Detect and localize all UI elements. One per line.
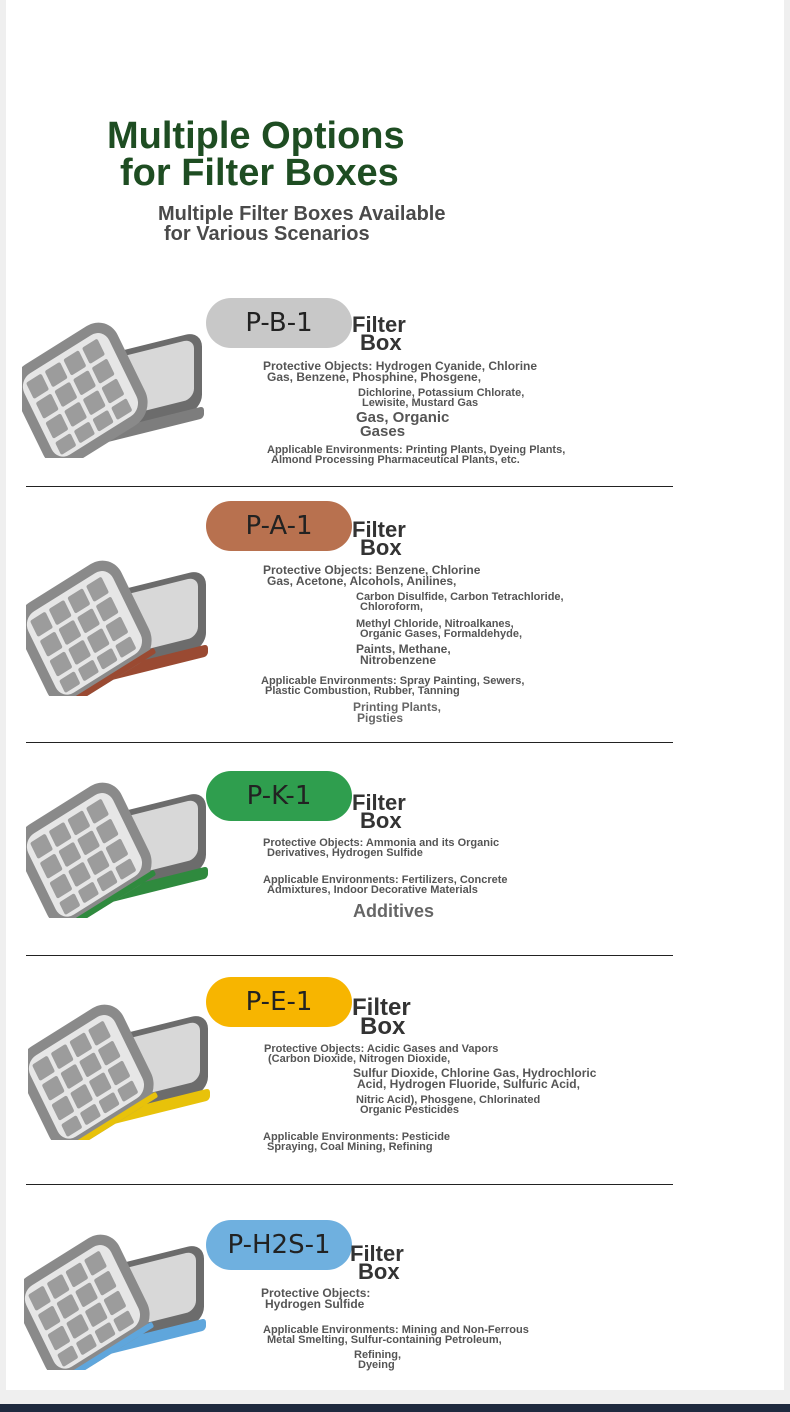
protective-objects-pe1-cont2 bbox=[356, 1095, 540, 1115]
applicable-env-pa1-cont bbox=[353, 702, 441, 724]
filter-cartridge-image-pa1 bbox=[26, 556, 216, 696]
section-divider bbox=[26, 486, 673, 487]
box-label: Box bbox=[360, 808, 402, 833]
subtitle-line1: Multiple Filter Boxes Available bbox=[158, 203, 446, 225]
text-line: Organic Gases, Formaldehyde, bbox=[360, 628, 523, 640]
protective-objects-pb1-cont bbox=[358, 388, 524, 408]
box-label: Box bbox=[360, 1013, 406, 1040]
text-line: Gas, Benzene, Phosphine, Phosgene, bbox=[267, 370, 482, 384]
protective-objects-pk1 bbox=[263, 838, 499, 858]
applicable-env-ph2s1-cont bbox=[354, 1350, 401, 1370]
applicable-env-pb1 bbox=[267, 445, 565, 465]
product-badge-pk1: P-K-1 bbox=[206, 771, 352, 821]
page bbox=[6, 0, 784, 1390]
filter-box-label-pk1 bbox=[352, 790, 406, 833]
filter-label: Filter bbox=[352, 312, 406, 337]
text-line: Applicable Environments: Pesticide bbox=[263, 1131, 451, 1143]
filter-box-label-pa1 bbox=[352, 517, 406, 560]
text-line: Chloroform, bbox=[360, 601, 423, 613]
text-line: Gas, Organic bbox=[356, 409, 450, 426]
protective-objects-pa1-cont1 bbox=[356, 592, 564, 612]
filter-label: Filter bbox=[352, 994, 411, 1021]
text-line: Protective Objects: Benzene, Chlorine bbox=[263, 563, 481, 577]
filter-box-label-pb1 bbox=[352, 312, 406, 355]
protective-objects-pa1 bbox=[263, 565, 480, 587]
text-line: Paints, Methane, bbox=[356, 642, 451, 656]
text-line: Hydrogen Sulfide bbox=[265, 1297, 365, 1311]
protective-objects-pb1-large bbox=[356, 411, 449, 439]
applicable-env-pk1 bbox=[263, 875, 508, 895]
box-label: Box bbox=[360, 330, 402, 355]
text-line: Applicable Environments: Mining and Non-Ferrous bbox=[263, 1324, 529, 1336]
text-line: Applicable Environments: Spray Painting, Sewers, bbox=[261, 675, 525, 687]
protective-objects-pe1 bbox=[264, 1044, 498, 1064]
protective-objects-pa1-cont2 bbox=[356, 619, 522, 639]
applicable-env-pe1 bbox=[263, 1132, 450, 1152]
page-title-line1: Multiple Options bbox=[107, 115, 405, 157]
text-line: Nitrobenzene bbox=[360, 653, 437, 667]
text-line: Printing Plants, bbox=[353, 700, 442, 714]
text-line: Organic Pesticides bbox=[360, 1104, 460, 1116]
applicable-env-pa1 bbox=[261, 676, 524, 696]
text-line: Protective Objects: Hydrogen Cyanide, Chlorine bbox=[263, 359, 538, 373]
filter-label: Filter bbox=[352, 517, 406, 542]
text-line: Spraying, Coal Mining, Refining bbox=[267, 1141, 433, 1153]
product-badge-pa1: P-A-1 bbox=[206, 501, 352, 551]
protective-objects-ph2s1 bbox=[261, 1288, 370, 1310]
section-divider bbox=[26, 742, 673, 743]
footer-bar bbox=[0, 1404, 790, 1412]
filter-cartridge-image-ph2s1 bbox=[24, 1230, 214, 1370]
filter-box-label-ph2s1 bbox=[350, 1241, 404, 1284]
text-line: Additives bbox=[353, 901, 435, 921]
text-line: Derivatives, Hydrogen Sulfide bbox=[267, 847, 423, 859]
filter-label: Filter bbox=[350, 1241, 404, 1266]
text-line: Methyl Chloride, Nitroalkanes, bbox=[356, 618, 514, 630]
protective-objects-pb1 bbox=[263, 361, 537, 383]
text-line: Gases bbox=[360, 423, 406, 440]
protective-objects-pe1-cont1 bbox=[353, 1068, 596, 1090]
text-line: Carbon Disulfide, Carbon Tetrachloride, bbox=[356, 591, 564, 603]
text-line: Protective Objects: bbox=[261, 1286, 371, 1300]
filter-box-label-pe1 bbox=[352, 994, 411, 1040]
text-line: Pigsties bbox=[357, 711, 404, 725]
product-badge-pb1: P-B-1 bbox=[206, 298, 352, 348]
text-line: Refining, bbox=[354, 1349, 402, 1361]
text-line: Acid, Hydrogen Fluoride, Sulfuric Acid, bbox=[357, 1077, 580, 1091]
text-line: Applicable Environments: Printing Plants, Dyeing Plants, bbox=[267, 444, 566, 456]
applicable-env-pk1-cont bbox=[353, 902, 434, 920]
applicable-env-ph2s1 bbox=[263, 1325, 529, 1345]
text-line: Dichlorine, Potassium Chlorate, bbox=[358, 387, 525, 399]
text-line: Applicable Environments: Fertilizers, Concrete bbox=[263, 874, 508, 886]
text-line: Admixtures, Indoor Decorative Materials bbox=[267, 884, 478, 896]
text-line: Sulfur Dioxide, Chlorine Gas, Hydrochloric bbox=[353, 1066, 597, 1080]
text-line: Protective Objects: Acidic Gases and Vapors bbox=[264, 1043, 499, 1055]
product-badge-pe1: P-E-1 bbox=[206, 977, 352, 1027]
filter-label: Filter bbox=[352, 790, 406, 815]
box-label: Box bbox=[358, 1259, 400, 1284]
protective-objects-pa1-cont3 bbox=[356, 644, 451, 666]
text-line: Plastic Combustion, Rubber, Tanning bbox=[265, 685, 460, 697]
page-title-line2: for Filter Boxes bbox=[120, 152, 399, 194]
filter-cartridge-image-pb1 bbox=[22, 318, 212, 458]
text-line: Almond Processing Pharmaceutical Plants, etc. bbox=[271, 454, 520, 466]
text-line: (Carbon Dioxide, Nitrogen Dioxide, bbox=[268, 1053, 451, 1065]
text-line: Metal Smelting, Sulfur-containing Petroleum, bbox=[267, 1334, 502, 1346]
section-divider bbox=[26, 955, 673, 956]
text-line: Protective Objects: Ammonia and its Organic bbox=[263, 837, 500, 849]
text-line: Nitric Acid), Phosgene, Chlorinated bbox=[356, 1094, 541, 1106]
filter-cartridge-image-pe1 bbox=[28, 1000, 218, 1140]
text-line: Dyeing bbox=[358, 1359, 395, 1371]
filter-cartridge-image-pk1 bbox=[26, 778, 216, 918]
section-divider bbox=[26, 1184, 673, 1185]
box-label: Box bbox=[360, 535, 402, 560]
text-line: Gas, Acetone, Alcohols, Anilines, bbox=[267, 574, 457, 588]
subtitle-line2: for Various Scenarios bbox=[164, 223, 370, 245]
text-line: Lewisite, Mustard Gas bbox=[362, 397, 479, 409]
product-badge-ph2s1: P-H2S-1 bbox=[206, 1220, 352, 1270]
